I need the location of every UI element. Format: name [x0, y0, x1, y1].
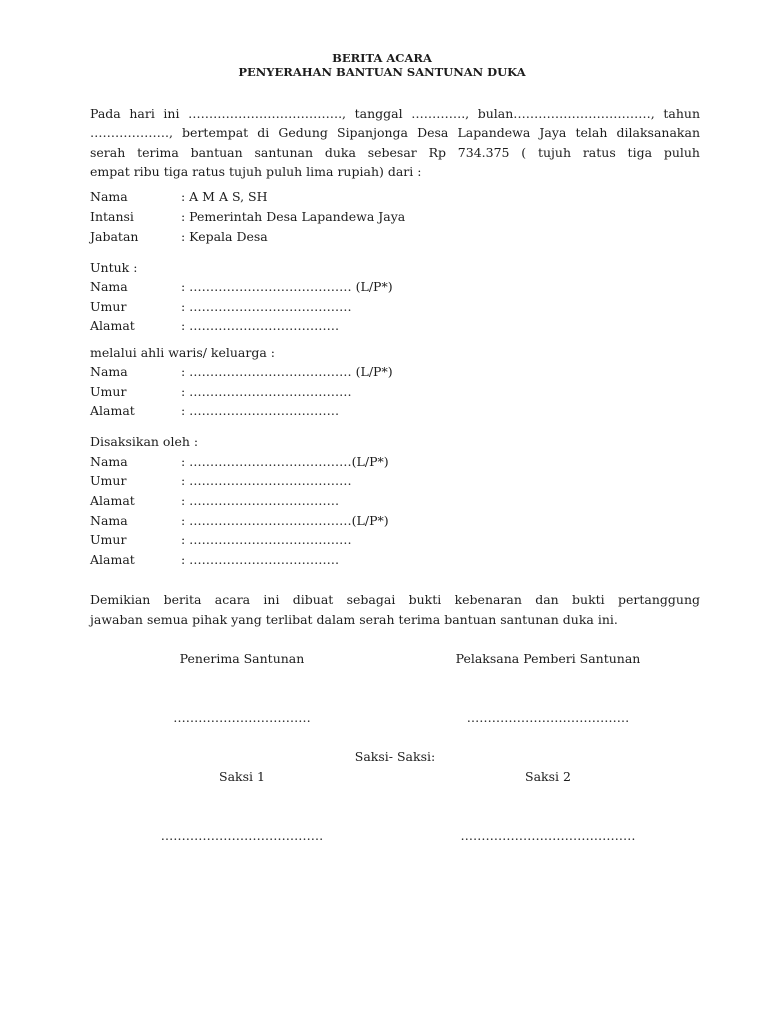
- witness2-signature-label: Saksi 2: [525, 769, 571, 784]
- giver-agency-row: [90, 207, 700, 227]
- field-value: : …………………………………: [181, 473, 352, 489]
- field-label: Alamat: [90, 551, 135, 567]
- field-value: : Pemerintah Desa Lapandewa Jaya: [181, 209, 406, 224]
- field-label: Umur: [90, 473, 127, 489]
- field-value: : …………………………………(L/P*): [181, 512, 389, 528]
- heir-name-row: [90, 362, 700, 381]
- giver-name-row: [90, 187, 700, 207]
- field-label: Nama: [90, 453, 128, 469]
- field-label: Alamat: [90, 318, 135, 334]
- field-label: Nama: [90, 279, 128, 295]
- witness2-age-row: [90, 530, 700, 550]
- witness1-name-row: [90, 452, 700, 472]
- recipient-signature-line: ……………………………: [173, 710, 311, 725]
- document-title: [0, 51, 764, 79]
- witness2-signature-line: ……………………………………: [460, 828, 636, 843]
- recipient-signature-label: Penerima Santunan: [179, 651, 305, 666]
- field-label: Nama: [90, 189, 128, 204]
- field-label: Nama: [90, 512, 128, 528]
- closing-paragraph: [90, 590, 700, 630]
- heir-section: [90, 343, 700, 420]
- section-heading: Untuk :: [90, 260, 138, 275]
- field-label: Intansi: [90, 209, 134, 224]
- witness1-address-row: [90, 491, 700, 511]
- closing-line: Demikian berita acara ini dibuat sebagai bukti kebenaran dan bukti pertanggung: [90, 592, 700, 607]
- field-label: Alamat: [90, 492, 135, 508]
- field-value: : ………………………………: [181, 318, 340, 334]
- heir-address-row: [90, 401, 700, 420]
- recipient-age-row: [90, 297, 700, 316]
- recipient-name-row: [90, 277, 700, 296]
- witness1-age-row: [90, 471, 700, 491]
- witness1-signature-line: …………………………………: [160, 828, 324, 843]
- field-value: : ………………………………… (L/P*): [181, 364, 393, 380]
- giver-position-row: [90, 227, 700, 247]
- section-heading: Disaksikan oleh :: [90, 434, 199, 449]
- recipient-section: [90, 258, 700, 335]
- intro-line: serah terima bantuan santunan duka sebesar Rp 734.375 ( tujuh ratus tiga puluh: [90, 144, 700, 160]
- field-value: : A M A S, SH: [181, 189, 268, 204]
- intro-line: ………………., bertempat di Gedung Sipanjonga Desa Lapandewa Jaya telah dilaksanakan: [90, 125, 700, 141]
- field-label: Alamat: [90, 403, 135, 419]
- field-label: Umur: [90, 383, 127, 399]
- field-value: : ………………………………… (L/P*): [181, 279, 393, 295]
- field-value: : ………………………………: [181, 492, 340, 508]
- field-value: : ………………………………: [181, 403, 340, 419]
- giver-section: [90, 187, 700, 247]
- title-line-2: PENYERAHAN BANTUAN SANTUNAN DUKA: [238, 65, 526, 79]
- giver-signature-label: Pelaksana Pemberi Santunan: [455, 651, 641, 666]
- witness1-signature-label: Saksi 1: [219, 769, 265, 784]
- intro-line: empat ribu tiga ratus tujuh puluh lima rupiah) dari :: [90, 164, 422, 180]
- field-label: Umur: [90, 298, 127, 314]
- witnesses-section: [90, 432, 700, 570]
- witnesses-signature-heading: Saksi- Saksi:: [354, 749, 436, 764]
- field-label: Umur: [90, 532, 127, 548]
- field-value: : …………………………………: [181, 532, 352, 548]
- intro-line: Pada hari ini ………………………………., tanggal …………., bulan……………………………, tahun: [90, 106, 700, 121]
- intro-paragraph: [90, 104, 700, 182]
- field-label: Nama: [90, 364, 128, 380]
- field-value: : Kepala Desa: [181, 229, 268, 244]
- field-value: : ………………………………: [181, 551, 340, 567]
- field-value: : …………………………………(L/P*): [181, 453, 389, 469]
- field-value: : …………………………………: [181, 298, 352, 314]
- closing-line: jawaban semua pihak yang terlibat dalam serah terima bantuan santunan duka ini.: [90, 612, 618, 627]
- heir-age-row: [90, 382, 700, 401]
- witness2-address-row: [90, 550, 700, 570]
- recipient-address-row: [90, 316, 700, 335]
- field-value: : …………………………………: [181, 383, 352, 399]
- section-heading: melalui ahli waris/ keluarga :: [90, 345, 276, 360]
- giver-signature-line: …………………………………: [466, 710, 630, 725]
- witness2-name-row: [90, 511, 700, 531]
- title-line-1: BERITA ACARA: [332, 51, 432, 65]
- field-label: Jabatan: [90, 229, 139, 244]
